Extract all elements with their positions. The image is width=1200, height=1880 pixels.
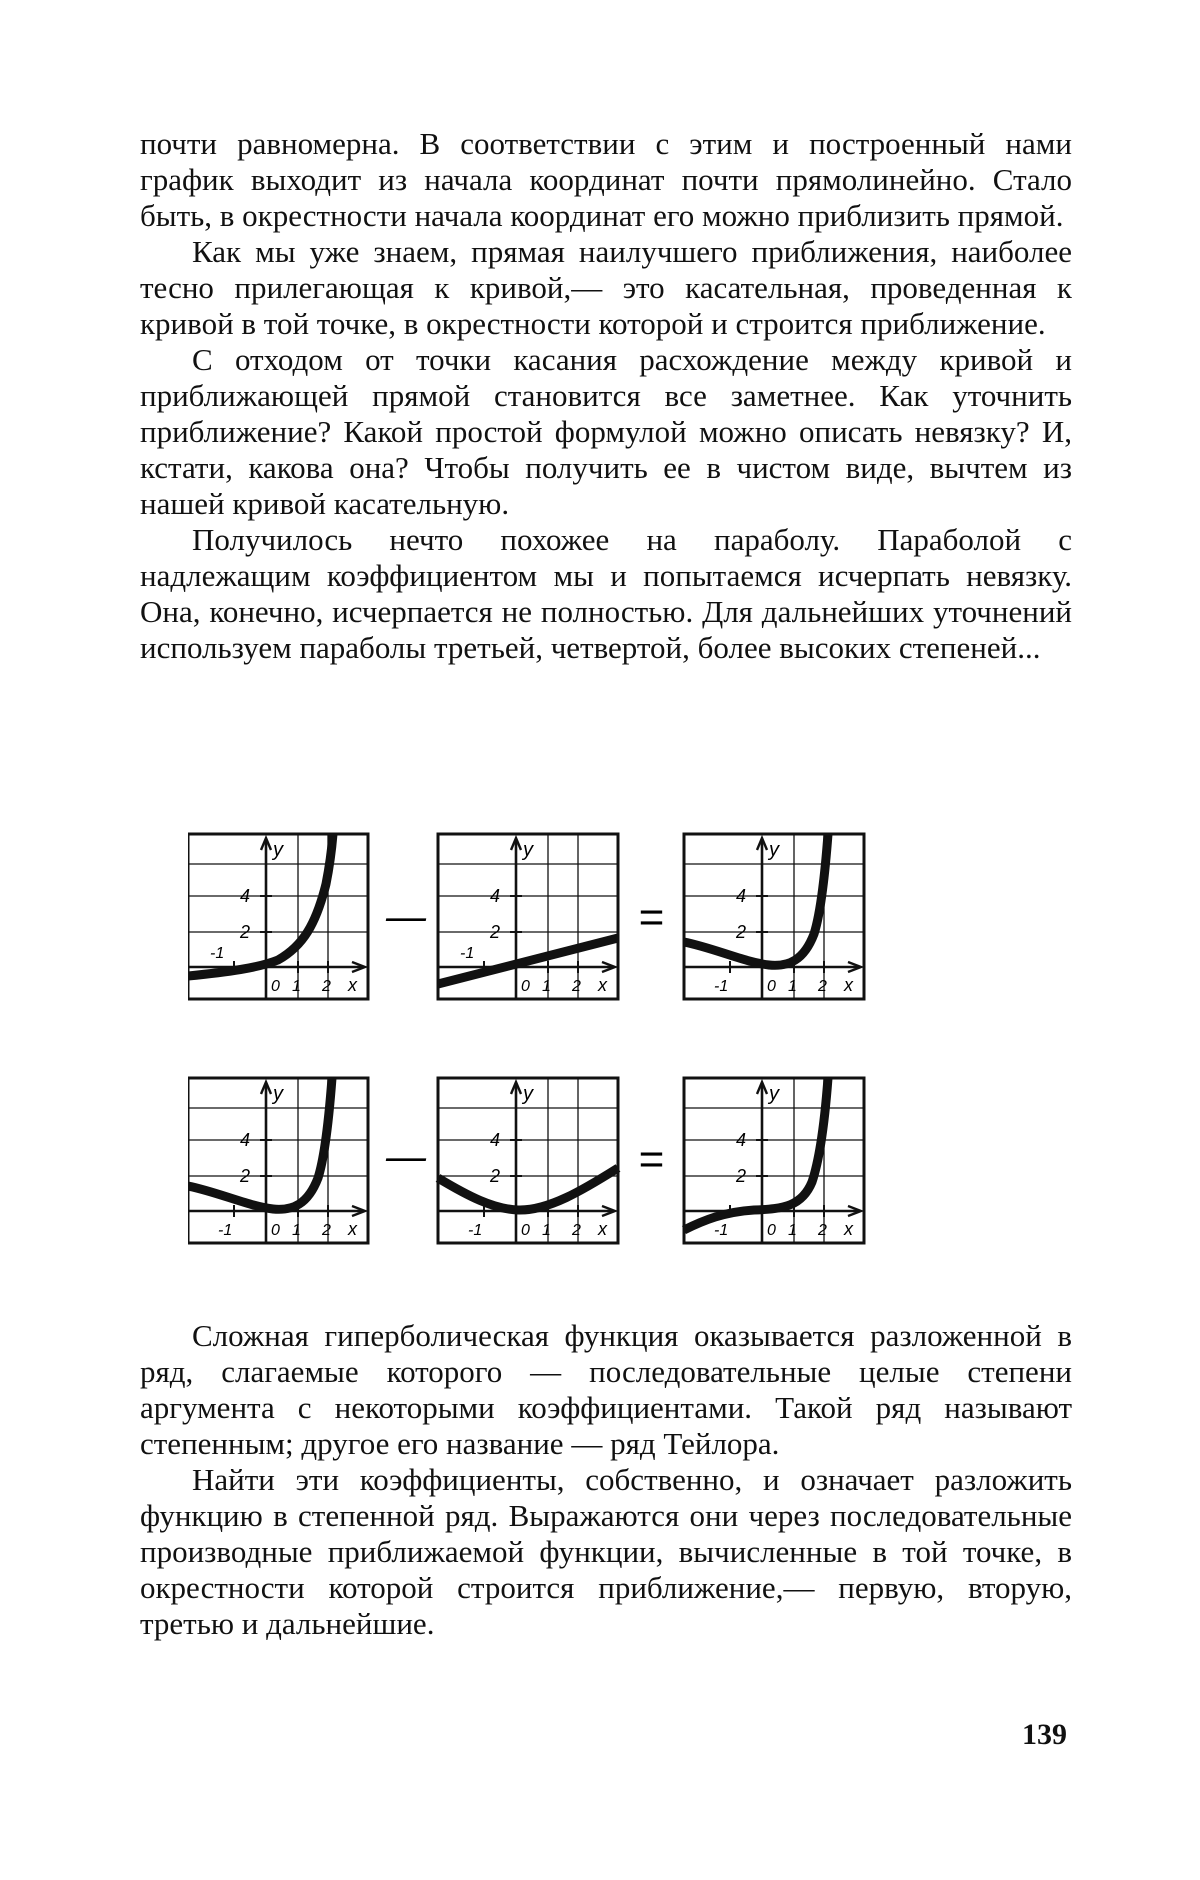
x-axis-label: x <box>348 975 357 995</box>
x-tick-label-2: 2 <box>572 1222 581 1239</box>
y-tick-label-2: 2 <box>736 922 747 942</box>
equals-operator: = <box>638 893 664 942</box>
y-tick-label-4: 4 <box>240 1130 251 1150</box>
x-tick-label-minus1: -1 <box>210 945 225 962</box>
x-tick-label-1: 1 <box>788 978 797 995</box>
x-tick-label-2: 2 <box>818 1222 827 1239</box>
x-tick-label-minus1: -1 <box>468 1222 483 1239</box>
y-axis-label: y <box>273 839 283 861</box>
x-tick-label-2: 2 <box>322 1222 331 1239</box>
x-tick-label-0: 0 <box>521 978 530 995</box>
y-axis-label: y <box>273 1083 283 1105</box>
x-axis-label: x <box>348 1219 357 1239</box>
panel-residual-1 <box>684 834 864 999</box>
minus-operator: — <box>386 1135 426 1179</box>
x-tick-label-minus1: -1 <box>714 1222 729 1239</box>
panel-tangent-line <box>438 834 618 999</box>
x-tick-label-0: 0 <box>271 1222 280 1239</box>
y-tick-label-2: 2 <box>736 1166 747 1186</box>
x-tick-label-2: 2 <box>572 978 581 995</box>
x-tick-label-minus1: -1 <box>714 978 729 995</box>
y-tick-label-2: 2 <box>240 1166 251 1186</box>
x-tick-label-2: 2 <box>322 978 331 995</box>
x-tick-label-0: 0 <box>767 1222 776 1239</box>
y-tick-label-4: 4 <box>490 886 501 906</box>
paragraph-2: Как мы уже знаем, прямая наилучшего приближения, наиболее тесно прилегающая к кривой,— это касательная, проведенная к кривой в той точке, в окрестности которой и строится приближение. <box>140 234 1072 341</box>
paragraph-5: Сложная гиперболическая функция оказывается разложенной в ряд, слагаемые которого — последовательные целые степени аргумента с некоторыми коэффициентами. Такой ряд называют степенным; другое его название — ряд Тейлора. <box>140 1318 1072 1461</box>
x-tick-label-1: 1 <box>292 978 301 995</box>
x-axis-label: x <box>844 1219 853 1239</box>
taylor-series-figure <box>188 830 1018 1275</box>
x-tick-label-minus1: -1 <box>218 1222 233 1239</box>
page-number: 139 <box>1022 1718 1067 1751</box>
y-tick-label-4: 4 <box>240 886 251 906</box>
x-tick-label-0: 0 <box>521 1222 530 1239</box>
x-axis-label: x <box>598 1219 607 1239</box>
x-tick-label-minus1: -1 <box>460 945 475 962</box>
panel-residual-2 <box>684 1078 864 1243</box>
y-axis-label: y <box>769 1083 779 1105</box>
y-tick-label-4: 4 <box>490 1130 501 1150</box>
x-tick-label-1: 1 <box>292 1222 301 1239</box>
x-axis-label: x <box>844 975 853 995</box>
panel-residual-1b <box>188 1078 368 1243</box>
y-tick-label-4: 4 <box>736 1130 747 1150</box>
x-tick-label-0: 0 <box>271 978 280 995</box>
paragraph-4: Получилось нечто похожее на параболу. Параболой с надлежащим коэффициентом мы и попытаемся исчерпать невязку. Она, конечно, исчерпается не полностью. Для дальнейших уточнений используем параболы третьей, четвертой, более высоких степеней... <box>140 522 1072 665</box>
y-axis-label: y <box>769 839 779 861</box>
y-tick-label-2: 2 <box>490 922 501 942</box>
x-tick-label-1: 1 <box>788 1222 797 1239</box>
text-block-bottom <box>140 1318 1072 1642</box>
paragraph-3: С отходом от точки касания расхождение между кривой и приближающей прямой становится все заметнее. Как уточнить приближение? Какой простой формулой можно описать невязку? И, кстати, какова она? Чтобы получить ее в чистом виде, вычтем из нашей кривой касательную. <box>140 342 1072 521</box>
y-axis-label: y <box>523 1083 533 1105</box>
x-tick-label-0: 0 <box>767 978 776 995</box>
y-tick-label-2: 2 <box>240 922 251 942</box>
equals-operator: = <box>638 1135 664 1184</box>
y-tick-label-4: 4 <box>736 886 747 906</box>
x-tick-label-2: 2 <box>818 978 827 995</box>
x-axis-label: x <box>598 975 607 995</box>
panel-curve <box>188 834 368 999</box>
y-tick-label-2: 2 <box>490 1166 501 1186</box>
minus-operator: — <box>386 895 426 939</box>
x-tick-label-1: 1 <box>542 1222 551 1239</box>
text-block-top <box>140 126 1072 666</box>
y-axis-label: y <box>523 839 533 861</box>
paragraph-6: Найти эти коэффициенты, собственно, и означает разложить функцию в степенной ряд. Выражаются они через последовательные производные приближаемой функции, вычисленные в той точке, в окрестности которой строится приближение,— первую, вторую, третью и дальнейшие. <box>140 1462 1072 1641</box>
panel-parabola <box>438 1078 618 1243</box>
x-tick-label-1: 1 <box>542 978 551 995</box>
paragraph-1: почти равномерна. В соответствии с этим и построенный нами график выходит из начала координат почти прямолинейно. Стало быть, в окрестности начала координат его можно приблизить прямой. <box>140 126 1072 233</box>
